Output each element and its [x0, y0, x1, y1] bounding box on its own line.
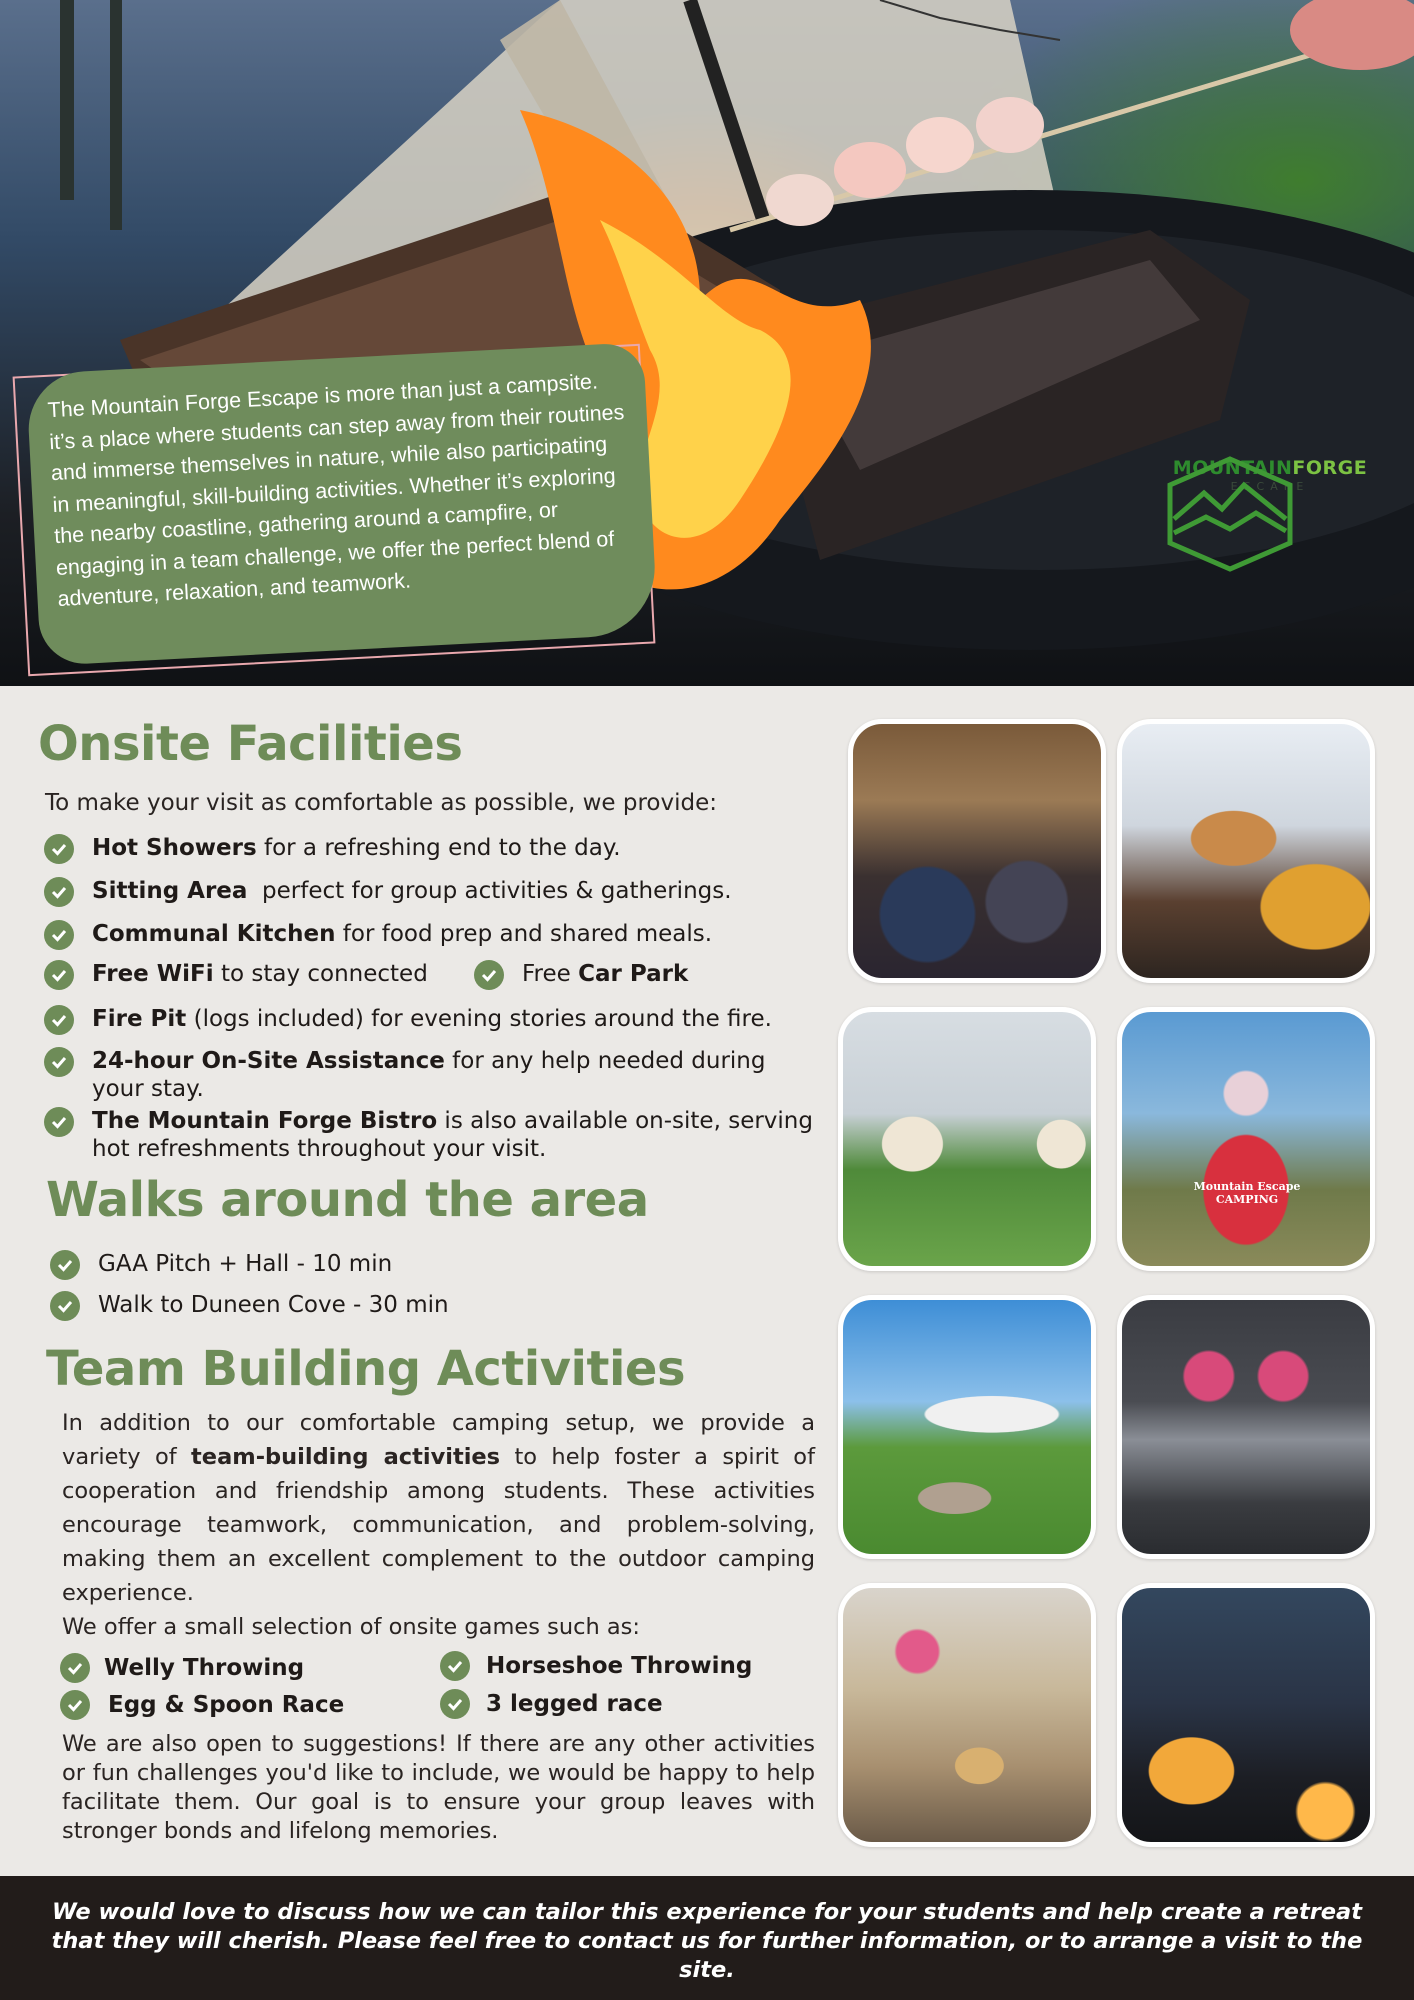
facility-item-kitchen: Communal Kitchen for food prep and shared meals.: [44, 920, 712, 950]
game-item: Egg & Spoon Race: [60, 1690, 344, 1720]
check-icon: [60, 1690, 90, 1720]
photo-campfire-circle: [838, 1295, 1096, 1559]
hero-description-card: [26, 342, 658, 666]
suggestions-paragraph: We are also open to suggestions! If there are any other activities or fun challenges you'd like to include, we would be happy to help facilitate them. Our goal is to ensure your group leaves with stronger bonds and lifelong memories.: [62, 1731, 815, 1844]
footer-banner: [0, 1876, 1414, 2000]
photo-tent-at-night: [1117, 1583, 1375, 1847]
check-icon: [60, 1653, 90, 1683]
team-intro-paragraph: In addition to our comfortable camping setup, we provide a variety of team-building activities to help foster a spirit of cooperation and friendship among students. These activities encourage teamwork, communication, and problem-solving, making them an excellent complement to the outdoor camping experience.: [62, 1410, 815, 1606]
photo-group-hall: [848, 719, 1106, 983]
footer-text: We would love to discuss how we can tailor this experience for your students and help create a retreat that they will cherish. Please feel free to contact us for further information, or to arrange a visit to the site.: [51, 1899, 1363, 1983]
check-icon: [44, 960, 74, 990]
check-icon: [440, 1689, 470, 1719]
facility-item-wifi: Free WiFi to stay connected: [44, 960, 428, 990]
facility-item-bistro: The Mountain Forge Bistro is also available on-site, serving hot refreshments throughout your visit.: [44, 1107, 824, 1163]
facility-item-showers: Hot Showers for a refreshing end to the day.: [44, 834, 621, 864]
photo-camper-celebrating: [1117, 1007, 1375, 1271]
photo-breakfast-table: [838, 1583, 1096, 1847]
check-icon: [44, 1107, 74, 1137]
check-icon: [50, 1250, 80, 1280]
facility-item-sitting-area: Sitting Area perfect for group activities & gatherings.: [44, 877, 732, 907]
walk-item: GAA Pitch + Hall - 10 min: [50, 1250, 392, 1280]
walks-heading: Walks around the area: [46, 1172, 649, 1228]
check-icon: [44, 1005, 74, 1035]
game-item: 3 legged race: [440, 1689, 663, 1719]
check-icon: [44, 1047, 74, 1077]
brand-logo: [1160, 455, 1380, 625]
check-icon: [50, 1291, 80, 1321]
check-icon: [474, 960, 504, 990]
photo-bistro-staff: [1117, 1295, 1375, 1559]
logo-wordmark: MOUNTAINFORGE: [1172, 457, 1368, 479]
facilities-heading: Onsite Facilities: [38, 716, 463, 772]
check-icon: [440, 1651, 470, 1681]
photo-bell-tents: [838, 1007, 1096, 1271]
photo-burger-meal: [1117, 719, 1375, 983]
games-intro: We offer a small selection of onsite games such as:: [62, 1614, 640, 1640]
mountain-hexagon-icon: [1160, 455, 1300, 573]
hero-banner: [0, 0, 1414, 686]
facility-item-fire-pit: Fire Pit (logs included) for evening stories around the fire.: [44, 1005, 772, 1035]
facility-item-car-park: Free Car Park: [474, 960, 688, 990]
shirt-text: Mountain Escape CAMPING: [1193, 1180, 1301, 1206]
check-icon: [44, 877, 74, 907]
logo-subtitle: ESCAPE: [1230, 480, 1310, 493]
game-item: Horseshoe Throwing: [440, 1651, 752, 1681]
game-item: Welly Throwing: [60, 1653, 304, 1683]
team-heading: Team Building Activities: [46, 1341, 686, 1397]
facility-item-assistance: 24-hour On-Site Assistance for any help needed during your stay.: [44, 1047, 804, 1103]
check-icon: [44, 920, 74, 950]
check-icon: [44, 834, 74, 864]
hero-description-text: The Mountain Forge Escape is more than just a campsite. it’s a place where students can step away from their routines and immerse themselves in nature, while also participating in meaningful, skill-building activities. Whether it’s exploring the nearby coastline, gathering around a campfire, or engaging in a team challenge, we offer the perfect blend of adventure, relaxation, and teamwork.: [47, 369, 625, 611]
facilities-intro: To make your visit as comfortable as possible, we provide:: [45, 790, 717, 816]
walk-item: Walk to Duneen Cove - 30 min: [50, 1291, 449, 1321]
